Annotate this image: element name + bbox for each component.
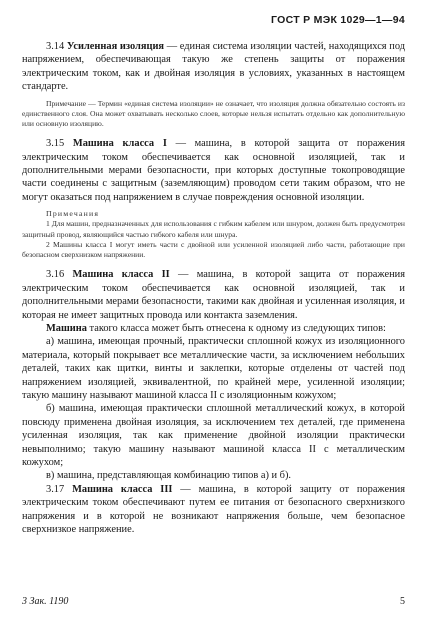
clause-term: Машина класса II (72, 269, 170, 281)
page-footer (22, 596, 405, 607)
clause-number: 3.15 (46, 138, 65, 150)
clause-3-16-item-c: в) машина, представляющая комбинацию типов а) и б). (46, 470, 292, 482)
clause-3-16-item-a: а) машина, имеющая прочный, практически сплошной кожух из изоляционного материала, который покрывает все металлические части, за исключением небольших деталей, таких как щитки, винты и заклепки, которые отделены от частей под напряжением изоляцией, эквивалентной, по крайней мере, усиленной изоляции; такую машину называют машиной класса II с изоляционным кожухом; (22, 336, 405, 401)
clause-3-17 (22, 483, 405, 537)
clause-3-15-note-1: 1 Для машин, предназначенных для использования с гибким кабелем или шнуром, должен быть предусмотрен защитный провод, являющийся частью гибкого кабеля или шнура. (22, 219, 405, 239)
clause-3-15 (22, 137, 405, 204)
clause-3-14-note: Примечание — Термин «единая система изоляции» не означает, что изоляция должна обязательно состоять из единственного слоя. Она может охватывать несколько слоев, которые нельзя испытать отдельно как дополнительную или основную изоляцию. (22, 98, 405, 129)
document-body (22, 40, 405, 536)
page-number: 5 (400, 596, 405, 607)
print-order-number: 3 Зак. 1190 (22, 596, 69, 607)
clause-text: — машина, в которой защита от поражения электрическим током обеспечивается как основной изоляцией, так и дополнительными мерами безопасности, при которых доступные токопроводящие части соединены с защитным (заземляющим) проводом сети таким образом, что не могут оказаться под напряжением в случае повреждения основной изоляции. (22, 138, 405, 203)
clause-3-16-item-b: б) машина, имеющая практически сплошной металлический кожух, в которой повсюду применена двойная изоляция, за исключением тех деталей, где применена усиленная изоляция, так как применение двойной изоляции практически невыполнимо; такую машину называют машиной класса II с металлическим кожухом; (22, 403, 405, 468)
clause-number: 3.16 (46, 269, 65, 281)
clause-term: Машина класса I (72, 138, 167, 150)
types-lead-text: такого класса может быть отнесена к одному из следующих типов: (86, 322, 386, 334)
clause-term: Машина класса III (72, 483, 173, 495)
clause-text: — машина, в которой защита от поражения электрическим током обеспечивается как основной изоляцией, так и дополнительными мерами безопасности, такими как двойная и усиленная изоляция, и которая не имеет защитных провода или контакта заземления. (22, 269, 405, 321)
clause-3-16-types-lead (22, 322, 405, 335)
clause-3-15-note-2: 2 Машины класса I могут иметь части с двойной или усиленной изоляцией либо части, работающие при безопасном сверхнизком напряжении. (22, 239, 405, 260)
clause-3-16 (22, 268, 405, 322)
clause-number: 3.17 (46, 483, 65, 495)
standard-header: ГОСТ Р МЭК 1029—1—94 (271, 14, 405, 26)
clause-text: — машина, в которой защиту от поражения электрическим током обеспечивают путем ее питания от безопасного сверхнизкого напряжения и в которой не возникают напряжения больше, чем безопасное сверхнизкое напряжение. (22, 483, 405, 535)
clause-text: — единая система изоляции частей, находящихся под напряжением, обеспечивающая такую же степень защиты от поражения электрическим током, как и двойная изоляция в условиях, указанных в настоящем стандарте. (22, 41, 405, 93)
clause-3-14 (22, 40, 405, 94)
clause-term: Усиленная изоляция (66, 41, 165, 52)
clause-number: 3.14 (46, 41, 65, 52)
clause-3-15-notes-heading: Примечания (46, 209, 100, 219)
types-lead-bold: Машина (46, 322, 87, 334)
